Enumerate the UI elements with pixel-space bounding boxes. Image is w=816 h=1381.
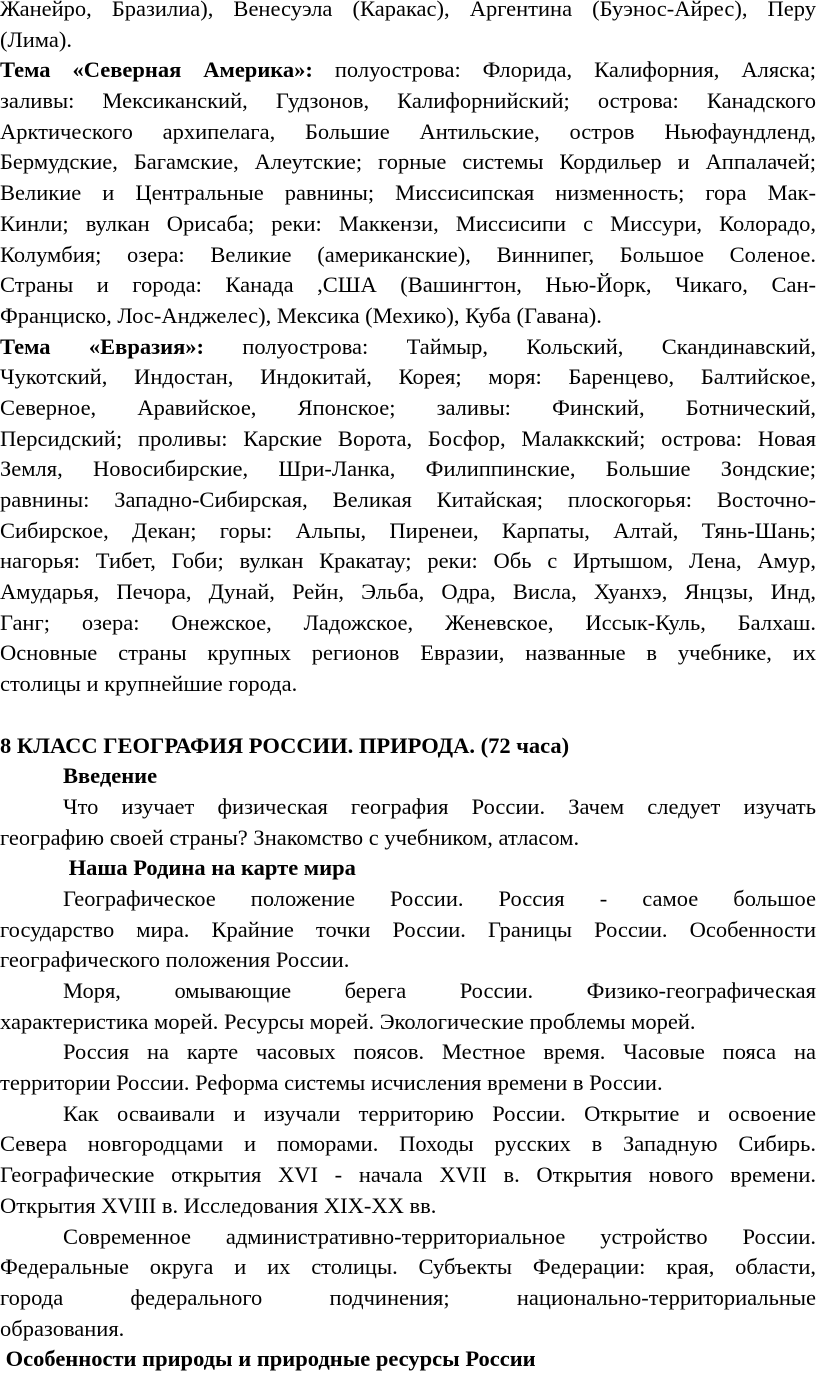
body-text: Арктического архипелага, Большие Антильские, остров Ньюфаундленд, bbox=[0, 118, 816, 144]
body-text: Амударья, Печора, Дунай, Рейн, Эльба, Одра, Висла, Хуанхэ, Янцзы, Инд, bbox=[0, 579, 816, 605]
text-line bbox=[0, 147, 816, 178]
body-text: Моря, омывающие берега России. Физико-географическая bbox=[63, 978, 816, 1003]
text-line bbox=[0, 1099, 816, 1130]
text-line bbox=[0, 1314, 816, 1345]
body-text: Как осваивали и изучали территорию России. Открытие и освоение bbox=[63, 1100, 816, 1126]
body-text: Великие и Центральные равнины; Миссисипская низменность; гора Мак- bbox=[0, 180, 816, 206]
body-text: равнины: Западно-Сибирская, Великая Китайская; плоскогорья: Восточно- bbox=[0, 487, 816, 512]
bold-text: 8 КЛАСС ГЕОГРАФИЯ РОССИИ. ПРИРОДА. (72 часа) bbox=[0, 732, 570, 758]
text-line bbox=[0, 362, 816, 393]
body-text: Кинли; вулкан Орисаба; реки: Маккензи, Миссисипи с Миссури, Колорадо, bbox=[0, 210, 816, 236]
body-text: Чукотский, Индостан, Индокитай, Корея; моря: Баренцево, Балтийское, bbox=[0, 364, 816, 390]
text-line bbox=[0, 516, 816, 547]
bold-text: Особенности природы и природные ресурсы России bbox=[0, 1346, 536, 1372]
text-line bbox=[0, 117, 816, 148]
bold-text: Введение bbox=[63, 763, 158, 789]
text-line bbox=[0, 301, 816, 332]
body-text: Ганг; озера: Онежское, Ладожское, Женевское, Иссык-Куль, Балхаш. bbox=[0, 609, 816, 635]
body-text: Сибирское, Декан; горы: Альпы, Пиренеи, Карпаты, Алтай, Тянь-Шань; bbox=[0, 517, 816, 543]
body-text: географию своей страны? Знакомство с учебником, атласом. bbox=[0, 824, 580, 850]
body-text: Севера новгородцами и поморами. Походы русских в Западную Сибирь. bbox=[0, 1131, 816, 1157]
body-text: полуострова: Таймыр, Кольский, Скандинавский, bbox=[242, 333, 816, 359]
body-text: Колумбия; озера: Великие (американские), Виннипег, Большое Соленое. bbox=[0, 241, 816, 267]
text-line bbox=[0, 761, 816, 792]
text-line bbox=[0, 853, 816, 884]
text-line bbox=[0, 608, 816, 639]
text-line bbox=[0, 1037, 816, 1068]
text-line bbox=[0, 209, 816, 240]
body-text: Что изучает физическая география России. Зачем следует изучать bbox=[63, 793, 816, 819]
text-line bbox=[0, 1222, 816, 1253]
text-line bbox=[0, 976, 816, 1007]
body-text: Жанейро, Бразилиа), Венесуэла (Каракас), Аргентина (Буэнос-Айрес), Перу bbox=[0, 0, 816, 21]
body-text: Земля, Новосибирские, Шри-Ланка, Филиппинские, Большие Зондские; bbox=[0, 456, 816, 482]
text-line bbox=[0, 1160, 816, 1191]
text-line bbox=[0, 55, 816, 86]
body-text: заливы: Мексиканский, Гудзонов, Калифорнийский; острова: Канадского bbox=[0, 88, 816, 114]
body-text: Географические открытия XVI - начала XVII в. Открытия нового времени. bbox=[0, 1162, 816, 1188]
body-text: столицы и крупнейшие города. bbox=[0, 671, 298, 697]
body-text: (Лима). bbox=[0, 26, 72, 52]
text-line bbox=[0, 454, 816, 485]
text-line bbox=[0, 1344, 816, 1375]
body-text: образования. bbox=[0, 1315, 125, 1341]
bold-text: Тема «Евразия»: bbox=[0, 333, 243, 359]
text-line bbox=[0, 1007, 816, 1038]
text-line bbox=[0, 546, 816, 577]
text-line bbox=[0, 792, 816, 823]
body-text: географического положения России. bbox=[0, 947, 350, 973]
text-line bbox=[0, 1283, 816, 1314]
text-line bbox=[0, 0, 816, 25]
body-text: Россия на карте часовых поясов. Местное время. Часовые пояса на bbox=[63, 1039, 816, 1065]
text-line bbox=[0, 669, 816, 700]
body-text: Северное, Аравийское, Японское; заливы: Финский, Ботнический, bbox=[0, 394, 816, 420]
text-line bbox=[0, 178, 816, 209]
body-text: Современное административно-территориальное устройство России. bbox=[63, 1223, 816, 1249]
bold-text: Тема «Северная Америка»: bbox=[0, 57, 335, 83]
text-line bbox=[0, 86, 816, 117]
text-line bbox=[0, 332, 816, 363]
text-line bbox=[0, 424, 816, 455]
body-text: Основные страны крупных регионов Евразии, названные в учебнике, их bbox=[0, 640, 816, 666]
text-line bbox=[0, 240, 816, 271]
body-text: Федеральные округа и их столицы. Субъекты Федерации: края, области, bbox=[0, 1254, 816, 1280]
text-line bbox=[0, 1252, 816, 1283]
text-line bbox=[0, 1068, 816, 1099]
body-text: территории России. Реформа системы исчисления времени в России. bbox=[0, 1070, 663, 1096]
text-line bbox=[0, 823, 816, 854]
body-text: государство мира. Крайние точки России. Границы России. Особенности bbox=[0, 916, 816, 942]
body-text: характеристика морей. Ресурсы морей. Экологические проблемы морей. bbox=[0, 1008, 696, 1034]
body-text: Франциско, Лос-Анджелес), Мексика (Мехико), Куба (Гавана). bbox=[0, 302, 602, 328]
text-line bbox=[0, 485, 816, 516]
body-text: полуострова: Флорида, Калифорния, Аляска; bbox=[334, 57, 816, 83]
body-text: Открытия XVIII в. Исследования XIX-XX вв. bbox=[0, 1192, 437, 1218]
body-text: города федерального подчинения; национально-территориальные bbox=[0, 1284, 816, 1310]
text-line bbox=[0, 393, 816, 424]
text-line bbox=[0, 577, 816, 608]
text-line bbox=[0, 1191, 816, 1222]
body-text: Страны и города: Канада ,США (Вашингтон, Нью-Йорк, Чикаго, Сан- bbox=[0, 272, 816, 298]
body-text: Бермудские, Багамские, Алеутские; горные системы Кордильер и Аппалачей; bbox=[0, 149, 816, 175]
bold-text: Наша Родина на карте мира bbox=[63, 855, 356, 881]
text-line bbox=[0, 638, 816, 669]
body-text: нагорья: Тибет, Гоби; вулкан Кракатау; реки: Обь с Иртышом, Лена, Амур, bbox=[0, 548, 816, 574]
text-line bbox=[0, 25, 816, 56]
text-line bbox=[0, 945, 816, 976]
text-line bbox=[0, 731, 816, 762]
body-text: Географическое положение России. Россия - самое большое bbox=[63, 885, 816, 911]
body-text: Персидский; проливы: Карские Ворота, Босфор, Малаккский; острова: Новая bbox=[0, 425, 816, 451]
text-line bbox=[0, 884, 816, 915]
text-line bbox=[0, 915, 816, 946]
text-line bbox=[0, 270, 816, 301]
blank-line bbox=[0, 700, 816, 731]
text-line bbox=[0, 1129, 816, 1160]
